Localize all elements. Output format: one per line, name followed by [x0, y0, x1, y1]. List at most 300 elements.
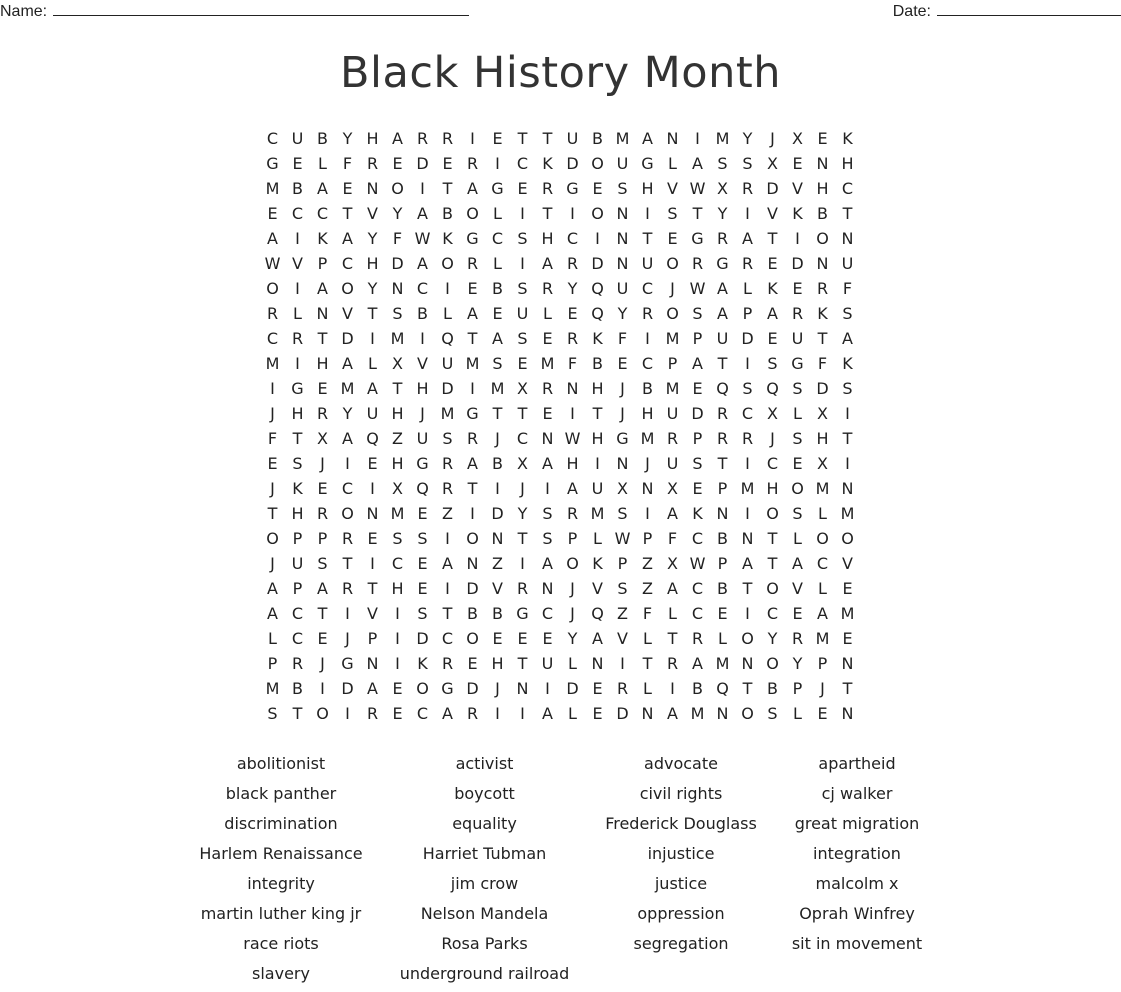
- grid-letter[interactable]: L: [643, 679, 652, 698]
- grid-letter[interactable]: O: [591, 154, 604, 173]
- grid-letter[interactable]: O: [591, 204, 604, 223]
- grid-letter[interactable]: A: [542, 254, 553, 273]
- grid-letter[interactable]: U: [716, 329, 729, 348]
- grid-letter[interactable]: K: [842, 129, 853, 148]
- grid-letter[interactable]: Q: [591, 279, 604, 298]
- grid-letter[interactable]: A: [417, 204, 428, 223]
- grid-letter[interactable]: D: [566, 154, 579, 173]
- grid-letter[interactable]: R: [416, 129, 429, 148]
- grid-letter[interactable]: I: [470, 504, 475, 523]
- grid-letter[interactable]: E: [817, 129, 828, 148]
- grid-letter[interactable]: U: [366, 404, 379, 423]
- grid-letter[interactable]: R: [541, 379, 554, 398]
- grid-letter[interactable]: R: [791, 629, 804, 648]
- grid-letter[interactable]: E: [467, 654, 478, 673]
- grid-letter[interactable]: Y: [342, 404, 353, 423]
- grid-letter[interactable]: B: [467, 604, 478, 623]
- grid-letter[interactable]: L: [568, 654, 577, 673]
- grid-letter[interactable]: E: [592, 179, 603, 198]
- grid-letter[interactable]: O: [391, 179, 404, 198]
- grid-letter[interactable]: R: [291, 654, 304, 673]
- grid-letter[interactable]: A: [467, 454, 478, 473]
- grid-letter[interactable]: C: [766, 454, 779, 473]
- grid-letter[interactable]: R: [266, 304, 279, 323]
- grid-letter[interactable]: C: [291, 629, 304, 648]
- grid-letter[interactable]: A: [317, 579, 328, 598]
- grid-letter[interactable]: L: [793, 404, 802, 423]
- grid-letter[interactable]: M: [715, 129, 730, 148]
- grid-letter[interactable]: H: [391, 579, 404, 598]
- grid-letter[interactable]: J: [320, 454, 325, 473]
- grid-letter[interactable]: I: [395, 629, 400, 648]
- grid-letter[interactable]: B: [717, 579, 728, 598]
- grid-letter[interactable]: E: [542, 329, 553, 348]
- grid-letter[interactable]: T: [367, 579, 378, 598]
- grid-letter[interactable]: A: [442, 554, 453, 573]
- grid-letter[interactable]: C: [691, 604, 704, 623]
- grid-letter[interactable]: U: [666, 454, 679, 473]
- grid-letter[interactable]: F: [817, 354, 828, 373]
- grid-letter[interactable]: E: [792, 454, 803, 473]
- grid-letter[interactable]: X: [617, 479, 628, 498]
- grid-letter[interactable]: I: [570, 204, 575, 223]
- grid-letter[interactable]: A: [592, 629, 603, 648]
- grid-letter[interactable]: S: [317, 554, 328, 573]
- grid-letter[interactable]: N: [541, 579, 554, 598]
- grid-letter[interactable]: L: [793, 529, 802, 548]
- grid-letter[interactable]: M: [640, 429, 655, 448]
- grid-letter[interactable]: I: [520, 204, 525, 223]
- grid-letter[interactable]: L: [443, 304, 452, 323]
- grid-letter[interactable]: E: [492, 129, 503, 148]
- grid-letter[interactable]: T: [842, 679, 853, 698]
- grid-letter[interactable]: D: [441, 379, 454, 398]
- grid-letter[interactable]: T: [317, 604, 328, 623]
- grid-letter[interactable]: L: [493, 204, 502, 223]
- grid-letter[interactable]: V: [667, 179, 678, 198]
- grid-letter[interactable]: S: [717, 154, 728, 173]
- grid-letter[interactable]: M: [615, 129, 630, 148]
- grid-letter[interactable]: R: [466, 254, 479, 273]
- grid-letter[interactable]: I: [645, 329, 650, 348]
- grid-letter[interactable]: F: [267, 429, 278, 448]
- grid-letter[interactable]: O: [816, 229, 829, 248]
- grid-letter[interactable]: L: [568, 704, 577, 723]
- grid-letter[interactable]: O: [266, 529, 279, 548]
- grid-letter[interactable]: I: [470, 379, 475, 398]
- grid-letter[interactable]: E: [342, 179, 353, 198]
- grid-letter[interactable]: U: [641, 254, 654, 273]
- grid-letter[interactable]: D: [466, 579, 479, 598]
- grid-letter[interactable]: E: [567, 304, 578, 323]
- grid-letter[interactable]: C: [291, 204, 304, 223]
- grid-letter[interactable]: X: [792, 129, 803, 148]
- grid-letter[interactable]: O: [741, 704, 754, 723]
- grid-letter[interactable]: P: [717, 479, 728, 498]
- grid-letter[interactable]: C: [391, 554, 404, 573]
- grid-letter[interactable]: W: [689, 554, 706, 573]
- grid-letter[interactable]: O: [466, 204, 479, 223]
- grid-letter[interactable]: Y: [367, 279, 378, 298]
- grid-letter[interactable]: Y: [567, 629, 578, 648]
- grid-letter[interactable]: O: [266, 279, 279, 298]
- grid-letter[interactable]: C: [416, 704, 429, 723]
- grid-letter[interactable]: I: [645, 504, 650, 523]
- grid-letter[interactable]: R: [816, 279, 829, 298]
- grid-letter[interactable]: W: [689, 279, 706, 298]
- grid-letter[interactable]: W: [614, 529, 631, 548]
- grid-letter[interactable]: L: [818, 579, 827, 598]
- grid-letter[interactable]: U: [416, 429, 429, 448]
- grid-letter[interactable]: W: [264, 254, 281, 273]
- grid-letter[interactable]: T: [842, 204, 853, 223]
- grid-letter[interactable]: J: [645, 454, 650, 473]
- grid-letter[interactable]: R: [441, 479, 454, 498]
- grid-letter[interactable]: B: [642, 379, 653, 398]
- grid-letter[interactable]: E: [517, 179, 528, 198]
- grid-letter[interactable]: M: [815, 479, 830, 498]
- grid-letter[interactable]: I: [470, 129, 475, 148]
- grid-letter[interactable]: S: [392, 304, 403, 323]
- grid-letter[interactable]: O: [566, 554, 579, 573]
- grid-letter[interactable]: A: [392, 129, 403, 148]
- grid-letter[interactable]: H: [641, 404, 654, 423]
- grid-letter[interactable]: J: [495, 429, 500, 448]
- grid-letter[interactable]: N: [841, 479, 854, 498]
- grid-letter[interactable]: M: [715, 654, 730, 673]
- grid-letter[interactable]: M: [690, 704, 705, 723]
- grid-letter[interactable]: Y: [617, 304, 628, 323]
- grid-letter[interactable]: C: [741, 404, 754, 423]
- grid-letter[interactable]: T: [317, 329, 328, 348]
- grid-letter[interactable]: A: [342, 429, 353, 448]
- grid-letter[interactable]: R: [791, 304, 804, 323]
- grid-letter[interactable]: E: [417, 554, 428, 573]
- grid-letter[interactable]: J: [820, 679, 825, 698]
- grid-letter[interactable]: Q: [441, 329, 454, 348]
- grid-letter[interactable]: I: [570, 404, 575, 423]
- grid-letter[interactable]: I: [520, 254, 525, 273]
- grid-letter[interactable]: O: [441, 254, 454, 273]
- grid-letter[interactable]: T: [467, 479, 478, 498]
- grid-letter[interactable]: A: [667, 579, 678, 598]
- grid-letter[interactable]: S: [442, 429, 453, 448]
- grid-letter[interactable]: E: [392, 679, 403, 698]
- grid-letter[interactable]: O: [466, 529, 479, 548]
- grid-letter[interactable]: V: [842, 554, 853, 573]
- grid-letter[interactable]: T: [517, 529, 528, 548]
- grid-letter[interactable]: V: [767, 204, 778, 223]
- grid-letter[interactable]: A: [567, 479, 578, 498]
- grid-letter[interactable]: I: [295, 354, 300, 373]
- grid-letter[interactable]: Y: [792, 654, 803, 673]
- grid-letter[interactable]: R: [466, 704, 479, 723]
- grid-letter[interactable]: A: [367, 679, 378, 698]
- grid-letter[interactable]: T: [742, 679, 753, 698]
- grid-letter[interactable]: J: [520, 479, 525, 498]
- grid-letter[interactable]: V: [492, 579, 503, 598]
- grid-letter[interactable]: L: [718, 629, 727, 648]
- grid-letter[interactable]: L: [593, 529, 602, 548]
- grid-letter[interactable]: R: [541, 179, 554, 198]
- grid-letter[interactable]: I: [345, 704, 350, 723]
- grid-letter[interactable]: S: [842, 379, 853, 398]
- grid-letter[interactable]: G: [641, 154, 654, 173]
- grid-letter[interactable]: I: [445, 579, 450, 598]
- grid-letter[interactable]: I: [795, 229, 800, 248]
- grid-letter[interactable]: M: [540, 354, 555, 373]
- grid-letter[interactable]: Z: [642, 554, 653, 573]
- grid-letter[interactable]: W: [414, 229, 431, 248]
- grid-letter[interactable]: J: [570, 604, 575, 623]
- grid-letter[interactable]: P: [292, 529, 303, 548]
- grid-letter[interactable]: H: [491, 654, 504, 673]
- grid-letter[interactable]: O: [841, 529, 854, 548]
- grid-letter[interactable]: S: [767, 354, 778, 373]
- grid-letter[interactable]: N: [641, 479, 654, 498]
- grid-letter[interactable]: R: [741, 179, 754, 198]
- grid-letter[interactable]: E: [467, 279, 478, 298]
- grid-letter[interactable]: J: [770, 129, 775, 148]
- grid-letter[interactable]: I: [395, 654, 400, 673]
- grid-letter[interactable]: O: [416, 679, 429, 698]
- grid-letter[interactable]: D: [491, 504, 504, 523]
- grid-letter[interactable]: E: [767, 254, 778, 273]
- grid-letter[interactable]: N: [616, 454, 629, 473]
- grid-letter[interactable]: Q: [716, 379, 729, 398]
- grid-letter[interactable]: K: [817, 304, 828, 323]
- grid-letter[interactable]: D: [341, 679, 354, 698]
- grid-letter[interactable]: H: [591, 379, 604, 398]
- grid-letter[interactable]: X: [817, 404, 828, 423]
- grid-letter[interactable]: P: [717, 554, 728, 573]
- grid-letter[interactable]: R: [716, 429, 729, 448]
- grid-letter[interactable]: N: [741, 654, 754, 673]
- grid-letter[interactable]: S: [267, 704, 278, 723]
- grid-letter[interactable]: E: [717, 604, 728, 623]
- grid-letter[interactable]: E: [517, 629, 528, 648]
- grid-letter[interactable]: D: [766, 179, 779, 198]
- grid-letter[interactable]: M: [740, 479, 755, 498]
- grid-letter[interactable]: V: [367, 604, 378, 623]
- grid-letter[interactable]: H: [816, 429, 829, 448]
- grid-letter[interactable]: N: [466, 554, 479, 573]
- grid-letter[interactable]: I: [420, 179, 425, 198]
- grid-letter[interactable]: E: [392, 154, 403, 173]
- grid-letter[interactable]: A: [642, 129, 653, 148]
- grid-letter[interactable]: J: [345, 629, 350, 648]
- grid-letter[interactable]: S: [667, 204, 678, 223]
- grid-letter[interactable]: J: [495, 679, 500, 698]
- grid-letter[interactable]: S: [517, 229, 528, 248]
- grid-letter[interactable]: S: [517, 279, 528, 298]
- grid-letter[interactable]: E: [317, 379, 328, 398]
- grid-letter[interactable]: O: [341, 504, 354, 523]
- grid-letter[interactable]: H: [841, 154, 854, 173]
- grid-letter[interactable]: J: [270, 404, 275, 423]
- grid-letter[interactable]: E: [367, 529, 378, 548]
- grid-letter[interactable]: G: [441, 679, 454, 698]
- grid-letter[interactable]: N: [516, 679, 529, 698]
- grid-letter[interactable]: R: [691, 254, 704, 273]
- grid-letter[interactable]: Z: [492, 554, 503, 573]
- grid-letter[interactable]: P: [667, 354, 678, 373]
- grid-letter[interactable]: T: [592, 404, 603, 423]
- grid-letter[interactable]: I: [270, 379, 275, 398]
- grid-letter[interactable]: O: [666, 254, 679, 273]
- grid-letter[interactable]: T: [267, 504, 278, 523]
- grid-letter[interactable]: X: [317, 429, 328, 448]
- grid-letter[interactable]: D: [691, 404, 704, 423]
- grid-letter[interactable]: T: [292, 704, 303, 723]
- grid-letter[interactable]: C: [541, 604, 554, 623]
- grid-letter[interactable]: N: [841, 704, 854, 723]
- grid-letter[interactable]: M: [265, 679, 280, 698]
- grid-letter[interactable]: G: [516, 604, 529, 623]
- grid-letter[interactable]: I: [445, 529, 450, 548]
- grid-letter[interactable]: C: [841, 179, 854, 198]
- grid-letter[interactable]: T: [367, 304, 378, 323]
- grid-letter[interactable]: N: [841, 229, 854, 248]
- grid-letter[interactable]: B: [592, 129, 603, 148]
- grid-letter[interactable]: T: [692, 204, 703, 223]
- grid-letter[interactable]: N: [366, 654, 379, 673]
- grid-letter[interactable]: A: [342, 354, 353, 373]
- grid-letter[interactable]: C: [516, 154, 529, 173]
- grid-letter[interactable]: P: [317, 254, 328, 273]
- grid-letter[interactable]: E: [792, 279, 803, 298]
- name-field[interactable]: [0, 3, 469, 21]
- grid-letter[interactable]: C: [691, 529, 704, 548]
- grid-letter[interactable]: W: [564, 429, 581, 448]
- grid-letter[interactable]: Z: [617, 604, 628, 623]
- grid-letter[interactable]: E: [542, 629, 553, 648]
- grid-letter[interactable]: N: [366, 504, 379, 523]
- grid-letter[interactable]: I: [395, 604, 400, 623]
- grid-letter[interactable]: P: [692, 329, 703, 348]
- grid-letter[interactable]: S: [692, 304, 703, 323]
- grid-letter[interactable]: C: [341, 254, 354, 273]
- grid-letter[interactable]: O: [341, 279, 354, 298]
- grid-letter[interactable]: N: [391, 279, 404, 298]
- grid-letter[interactable]: I: [295, 279, 300, 298]
- grid-letter[interactable]: C: [641, 354, 654, 373]
- grid-letter[interactable]: G: [791, 354, 804, 373]
- grid-letter[interactable]: E: [692, 479, 703, 498]
- grid-letter[interactable]: V: [342, 304, 353, 323]
- grid-letter[interactable]: X: [767, 404, 778, 423]
- grid-letter[interactable]: I: [745, 604, 750, 623]
- grid-letter[interactable]: G: [266, 154, 279, 173]
- grid-letter[interactable]: N: [316, 304, 329, 323]
- grid-letter[interactable]: T: [767, 554, 778, 573]
- grid-letter[interactable]: S: [542, 504, 553, 523]
- grid-letter[interactable]: E: [392, 704, 403, 723]
- date-blank-line[interactable]: [937, 14, 1121, 16]
- grid-letter[interactable]: P: [617, 554, 628, 573]
- grid-letter[interactable]: P: [267, 654, 278, 673]
- grid-letter[interactable]: P: [817, 654, 828, 673]
- grid-letter[interactable]: Y: [392, 204, 403, 223]
- grid-letter[interactable]: T: [442, 179, 453, 198]
- grid-letter[interactable]: T: [642, 654, 653, 673]
- grid-letter[interactable]: D: [416, 154, 429, 173]
- grid-letter[interactable]: H: [641, 179, 654, 198]
- grid-letter[interactable]: G: [466, 404, 479, 423]
- grid-letter[interactable]: A: [342, 229, 353, 248]
- grid-letter[interactable]: A: [267, 579, 278, 598]
- grid-letter[interactable]: I: [745, 204, 750, 223]
- grid-letter[interactable]: P: [292, 579, 303, 598]
- grid-letter[interactable]: N: [741, 529, 754, 548]
- grid-letter[interactable]: U: [516, 304, 529, 323]
- grid-letter[interactable]: I: [420, 329, 425, 348]
- grid-letter[interactable]: I: [370, 329, 375, 348]
- grid-letter[interactable]: M: [440, 404, 455, 423]
- grid-letter[interactable]: A: [667, 504, 678, 523]
- grid-letter[interactable]: U: [291, 129, 304, 148]
- grid-letter[interactable]: K: [417, 654, 428, 673]
- grid-letter[interactable]: N: [566, 379, 579, 398]
- grid-letter[interactable]: T: [817, 329, 828, 348]
- grid-letter[interactable]: O: [816, 529, 829, 548]
- grid-letter[interactable]: I: [520, 704, 525, 723]
- grid-letter[interactable]: H: [566, 454, 579, 473]
- grid-letter[interactable]: R: [291, 329, 304, 348]
- grid-letter[interactable]: N: [641, 704, 654, 723]
- grid-letter[interactable]: F: [342, 154, 353, 173]
- grid-letter[interactable]: K: [592, 554, 603, 573]
- grid-letter[interactable]: L: [793, 704, 802, 723]
- grid-letter[interactable]: T: [767, 529, 778, 548]
- grid-letter[interactable]: I: [620, 654, 625, 673]
- grid-letter[interactable]: I: [845, 454, 850, 473]
- grid-letter[interactable]: M: [665, 379, 680, 398]
- grid-letter[interactable]: R: [316, 504, 329, 523]
- grid-letter[interactable]: E: [767, 329, 778, 348]
- grid-letter[interactable]: N: [491, 529, 504, 548]
- grid-letter[interactable]: R: [541, 279, 554, 298]
- grid-letter[interactable]: T: [517, 129, 528, 148]
- grid-letter[interactable]: L: [668, 604, 677, 623]
- grid-letter[interactable]: A: [667, 704, 678, 723]
- grid-letter[interactable]: O: [666, 304, 679, 323]
- grid-letter[interactable]: U: [666, 404, 679, 423]
- grid-letter[interactable]: K: [317, 229, 328, 248]
- grid-letter[interactable]: T: [467, 329, 478, 348]
- grid-letter[interactable]: I: [595, 229, 600, 248]
- grid-letter[interactable]: M: [390, 329, 405, 348]
- grid-letter[interactable]: H: [591, 429, 604, 448]
- grid-letter[interactable]: Q: [766, 379, 779, 398]
- grid-letter[interactable]: B: [492, 454, 503, 473]
- grid-letter[interactable]: E: [792, 604, 803, 623]
- grid-letter[interactable]: L: [643, 629, 652, 648]
- grid-letter[interactable]: K: [842, 354, 853, 373]
- grid-letter[interactable]: G: [691, 229, 704, 248]
- grid-letter[interactable]: J: [620, 404, 625, 423]
- grid-letter[interactable]: P: [367, 629, 378, 648]
- grid-letter[interactable]: T: [392, 379, 403, 398]
- grid-letter[interactable]: S: [792, 429, 803, 448]
- grid-letter[interactable]: Y: [517, 504, 528, 523]
- grid-letter[interactable]: E: [842, 579, 853, 598]
- grid-letter[interactable]: J: [420, 404, 425, 423]
- grid-letter[interactable]: R: [566, 329, 579, 348]
- grid-letter[interactable]: D: [566, 679, 579, 698]
- grid-letter[interactable]: E: [592, 679, 603, 698]
- grid-letter[interactable]: A: [717, 304, 728, 323]
